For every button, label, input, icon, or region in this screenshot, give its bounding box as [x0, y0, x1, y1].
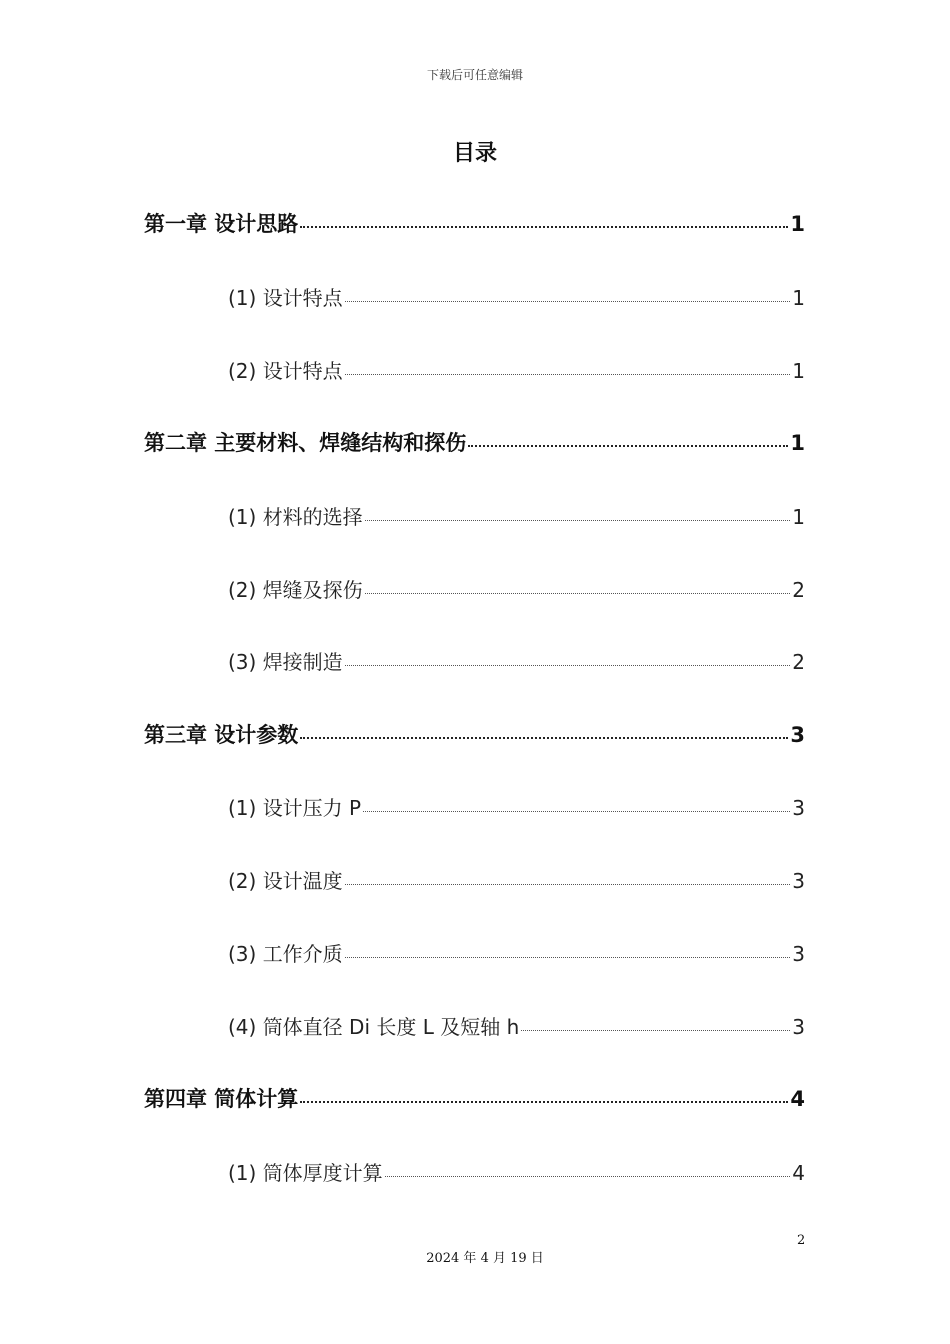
page-number: 2 [797, 1233, 806, 1248]
dot-leader [365, 520, 791, 521]
toc-entry-text: (2) 焊缝及探伤 [228, 578, 363, 602]
toc-entry-page: 3 [790, 723, 805, 747]
dot-leader [365, 593, 791, 594]
toc-entry-page: 2 [792, 650, 805, 674]
toc-entry-page: 1 [792, 286, 805, 310]
toc-entry-page: 1 [790, 212, 805, 236]
toc-entry-page: 1 [792, 359, 805, 383]
toc-entry-text: (4) 筒体直径 Di 长度 L 及短轴 h [228, 1015, 520, 1039]
page-title: 目录 [452, 141, 497, 166]
toc-entry-page: 3 [792, 1015, 805, 1039]
toc-entry-chapter[interactable] [144, 427, 805, 457]
dot-leader [345, 665, 791, 666]
toc-entry-section[interactable] [228, 282, 805, 311]
page-footer-date: 2024 年 4 月 19 日 [426, 1251, 544, 1266]
toc-entry-text: 第四章 筒体计算 [144, 1087, 299, 1111]
dot-leader [345, 301, 791, 302]
toc-entry-section[interactable] [228, 574, 805, 603]
toc-entry-chapter[interactable] [144, 1083, 805, 1113]
toc-entry-page: 4 [790, 1087, 805, 1111]
toc-entry-text: 第二章 主要材料、焊缝结构和探伤 [144, 431, 467, 455]
toc-entry-text: (3) 工作介质 [228, 942, 343, 966]
toc-entry-text: (2) 设计特点 [228, 359, 343, 383]
toc-entry-page: 4 [792, 1161, 805, 1185]
toc-entry-page: 1 [790, 431, 805, 455]
toc-entry-text: (1) 筒体厚度计算 [228, 1161, 383, 1185]
toc-entry-text: (1) 材料的选择 [228, 505, 363, 529]
toc-entry-section[interactable] [228, 355, 805, 384]
toc-entry-section[interactable] [228, 865, 805, 894]
dot-leader [468, 445, 788, 447]
toc-entry-section[interactable] [228, 1011, 805, 1040]
dot-leader [300, 226, 788, 228]
toc-entry-text: (1) 设计特点 [228, 286, 343, 310]
toc-entry-text: (2) 设计温度 [228, 869, 343, 893]
toc-entry-text: (3) 焊接制造 [228, 650, 343, 674]
toc-entry-section[interactable] [228, 792, 805, 821]
toc-entry-section[interactable] [228, 1157, 805, 1186]
toc-entry-page: 3 [792, 796, 805, 820]
toc-entry-chapter[interactable] [144, 208, 805, 238]
dot-leader [345, 374, 791, 375]
toc-entry-page: 1 [792, 505, 805, 529]
toc-entry-section[interactable] [228, 501, 805, 530]
toc-entry-text: (1) 设计压力 P [228, 796, 362, 820]
dot-leader [363, 811, 790, 812]
toc-entry-text: 第三章 设计参数 [144, 723, 299, 747]
dot-leader [345, 884, 791, 885]
toc-entry-chapter[interactable] [144, 719, 805, 749]
toc-entry-page: 3 [792, 869, 805, 893]
toc-entry-section[interactable] [228, 938, 805, 967]
dot-leader [345, 957, 791, 958]
toc-entry-section[interactable] [228, 646, 805, 675]
toc-entry-page: 3 [792, 942, 805, 966]
dot-leader [521, 1030, 790, 1031]
dot-leader [300, 737, 788, 739]
toc-entry-page: 2 [792, 578, 805, 602]
dot-leader [300, 1101, 788, 1103]
page-header: 下载后可任意编辑 [426, 68, 523, 82]
toc-entry-text: 第一章 设计思路 [144, 212, 299, 236]
dot-leader [385, 1176, 791, 1177]
